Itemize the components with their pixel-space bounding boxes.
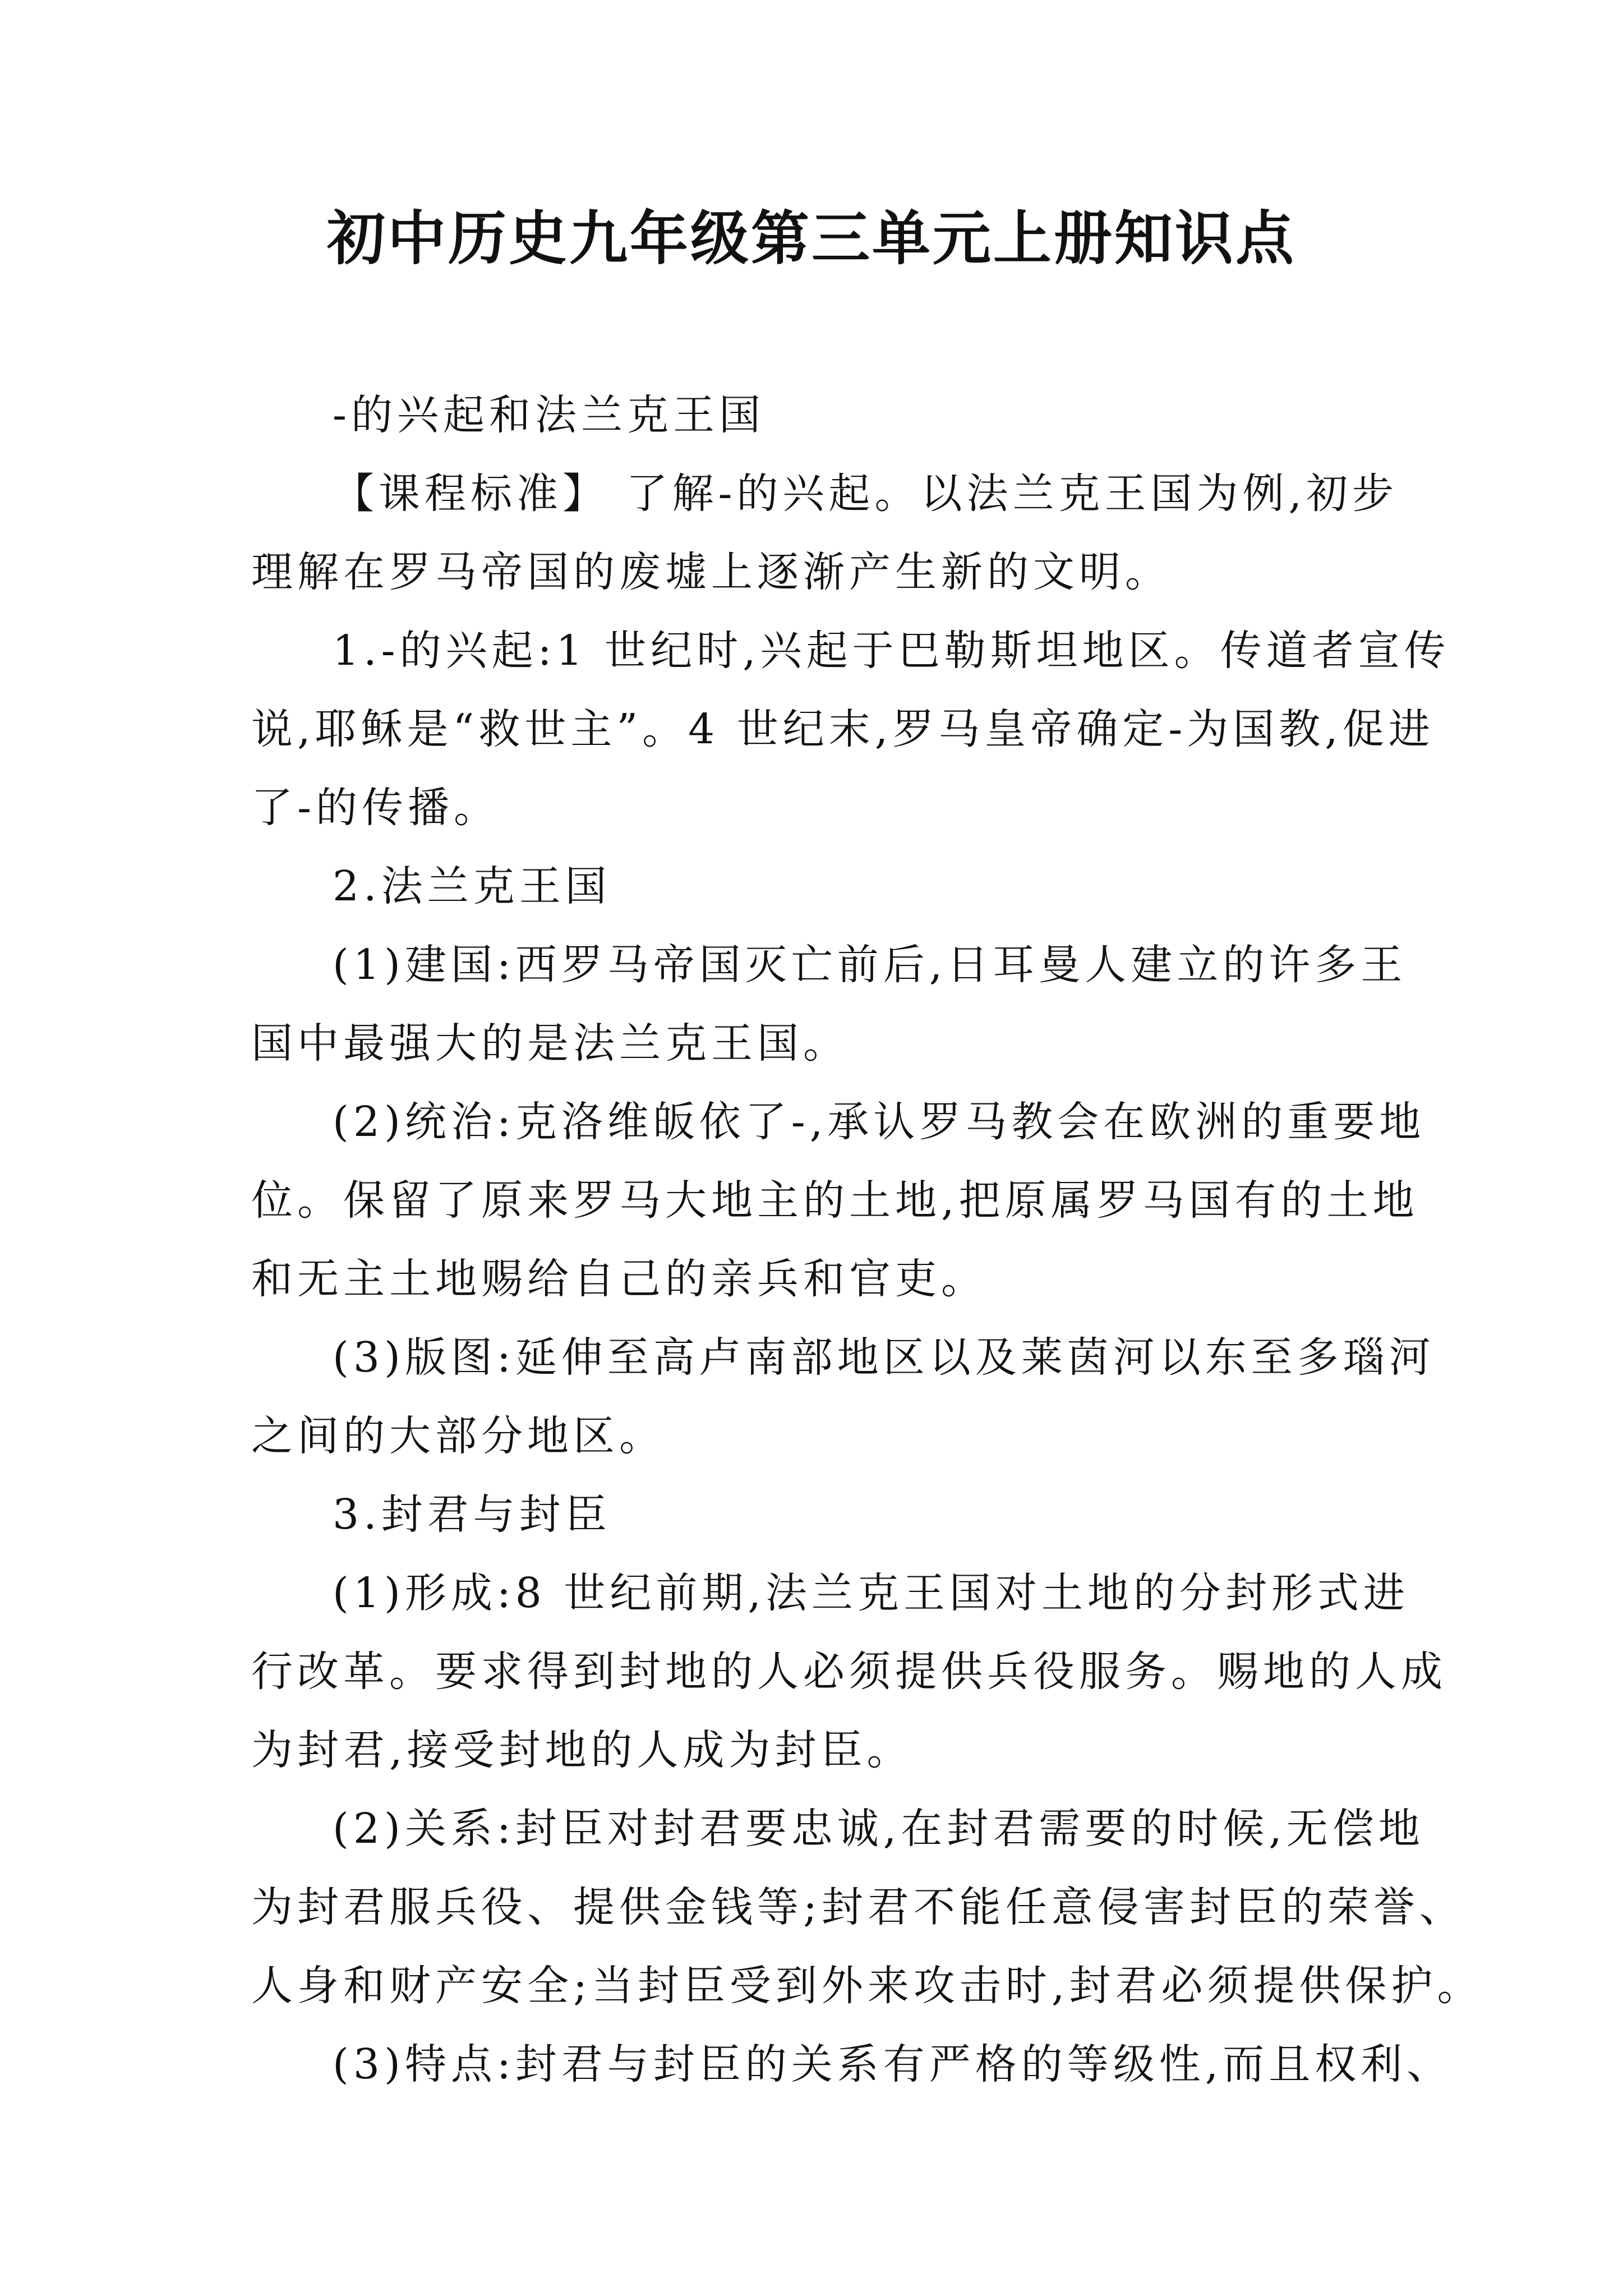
document-body (251, 376, 1483, 2104)
text-line: (3)版图:延伸至高卢南部地区以及莱茵河以东至多瑙河 (333, 1333, 1435, 1382)
paragraph-item-2-heading (251, 847, 1390, 926)
text-line: 理解在罗马帝国的废墟上逐渐产生新的文明。 (251, 548, 1171, 596)
paragraph-course-standard (251, 454, 1399, 611)
text-line: 2.法兰克王国 (333, 862, 611, 910)
page-title: 初中历史九年级第三单元上册知识点 (326, 204, 1296, 273)
paragraph-item-3-heading (251, 1475, 1390, 1554)
text-line: (2)关系:封臣对封君要忠诚,在封君需要的时候,无偿地 (333, 1805, 1424, 1853)
text-line: (1)建国:西罗马帝国灭亡前后,日耳曼人建立的许多王 (333, 941, 1407, 989)
paragraph-section-heading (251, 376, 1390, 454)
text-line: 说,耶稣是“救世主”。4 世纪末,罗马皇帝确定-为国教,促进 (251, 705, 1435, 753)
text-line: 3.封君与封臣 (333, 1490, 611, 1539)
text-line: (2)统治:克洛维皈依了-,承认罗马教会在欧洲的重要地 (333, 1098, 1426, 1146)
paragraph-item-2-2 (251, 1083, 1426, 1318)
text-line: -的兴起和法兰克王国 (333, 391, 766, 439)
text-line: 为封君,接受封地的人成为封臣。 (251, 1726, 913, 1774)
text-line: 国中最强大的是法兰克王国。 (251, 1019, 849, 1068)
paragraph-item-3-2 (251, 1789, 1483, 2025)
text-line: 和无主土地赐给自己的亲兵和官吏。 (251, 1255, 987, 1303)
paragraph-item-2-3 (251, 1318, 1435, 1475)
text-line: (1)形成:8 世纪前期,法兰克王国对土地的分封形式进 (333, 1569, 1409, 1617)
text-line: 位。保留了原来罗马大地主的土地,把原属罗马国有的土地 (251, 1176, 1419, 1225)
text-line: 1.-的兴起:1 世纪时,兴起于巴勒斯坦地区。传道者宣传 (333, 627, 1450, 675)
text-line: 人身和财产安全;当封臣受到外来攻击时,封君必须提供保护。 (251, 1962, 1483, 2010)
paragraph-item-3-1 (251, 1554, 1447, 1789)
paragraph-item-1 (251, 611, 1450, 847)
text-line: 之间的大部分地区。 (251, 1412, 665, 1460)
text-line: (3)特点:封君与封臣的关系有严格的等级性,而且权利、 (333, 2040, 1453, 2088)
text-line: 了-的传播。 (251, 784, 500, 832)
text-line: 行改革。要求得到封地的人必须提供兵役服务。赐地的人成 (251, 1648, 1447, 1696)
text-line: 为封君服兵役、提供金钱等;封君不能任意侵害封臣的荣誉、 (251, 1883, 1465, 1931)
paragraph-item-3-3 (251, 2025, 1453, 2104)
text-line: 【课程标准】 了解-的兴起。以法兰克王国为例,初步 (333, 470, 1399, 518)
paragraph-item-2-1 (251, 926, 1407, 1083)
